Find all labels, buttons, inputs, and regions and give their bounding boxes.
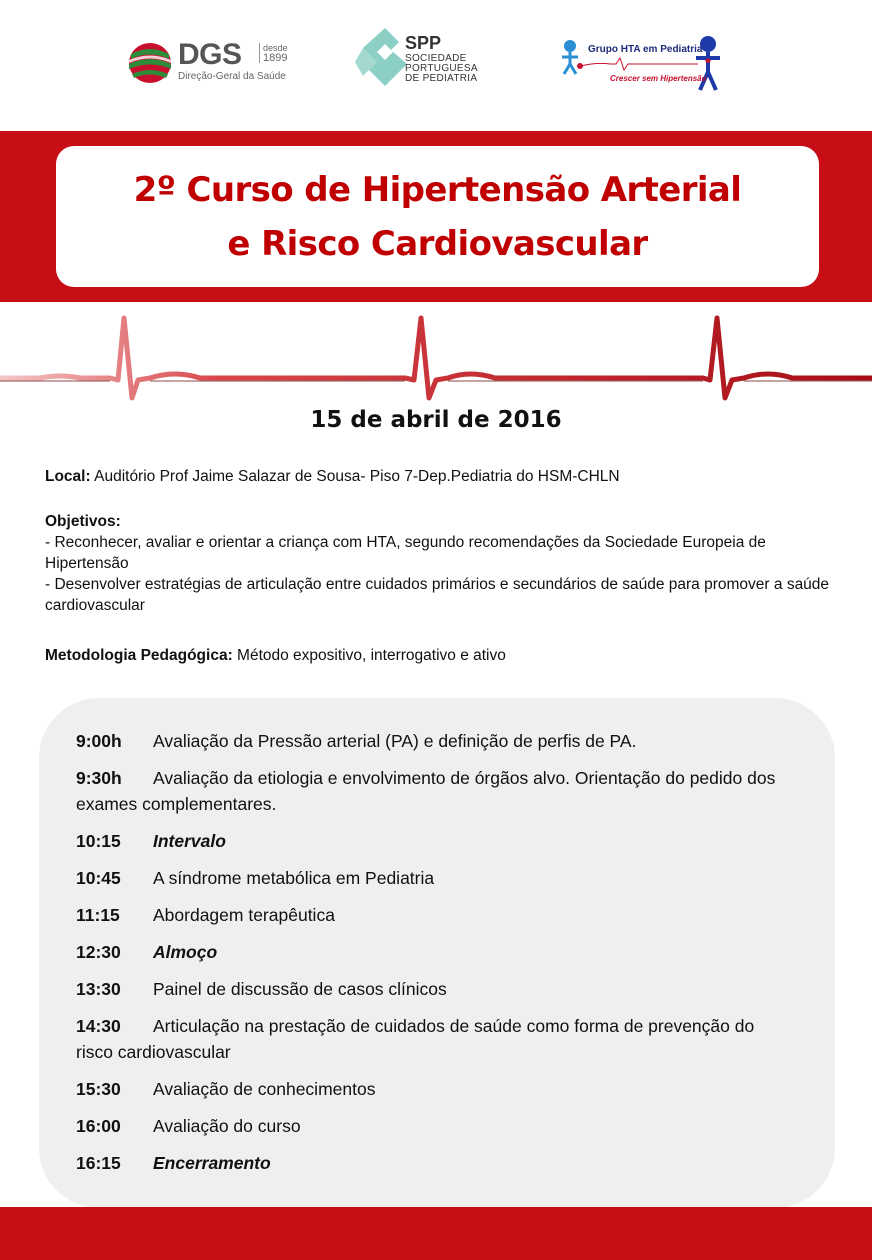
- location-label: Local:: [45, 468, 91, 485]
- schedule-item: [76, 976, 796, 1002]
- schedule-text: Painel de discussão de casos clínicos: [153, 979, 447, 999]
- schedule-panel: [39, 698, 835, 1208]
- schedule-time: 9:30h: [76, 768, 122, 788]
- spp-subtitle-line3: DE PEDIATRIA: [405, 73, 478, 84]
- schedule-item: [76, 1076, 796, 1102]
- spp-wordmark: SPP: [405, 33, 442, 53]
- footer-band: [0, 1207, 872, 1260]
- schedule-text: Encerramento: [153, 1153, 271, 1173]
- schedule-time: 12:30: [76, 942, 121, 962]
- course-title-line1: 2º Curso de Hipertensão Arterial: [133, 169, 742, 210]
- location-text: Auditório Prof Jaime Salazar de Sousa- Piso 7-Dep.Pediatria do HSM-CHLN: [94, 468, 620, 485]
- schedule-time: 10:45: [76, 868, 121, 888]
- schedule-text: Avaliação da etiologia e envolvimento de órgãos alvo. Orientação do pedido dos exames complementares.: [76, 768, 776, 814]
- ecg-heartbeat-graphic: [0, 308, 872, 408]
- schedule-text: Avaliação da Pressão arterial (PA) e definição de perfis de PA.: [153, 731, 637, 751]
- schedule-text: Abordagem terapêutica: [153, 905, 335, 925]
- methodology-section: [45, 645, 835, 666]
- schedule-item: [76, 902, 796, 928]
- schedule-text: Intervalo: [153, 831, 226, 851]
- schedule-text: A síndrome metabólica em Pediatria: [153, 868, 435, 888]
- hta-figures-icon: [558, 34, 728, 94]
- dgs-emblem-icon: [128, 42, 172, 84]
- course-title-line2: e Risco Cardiovascular: [227, 223, 648, 264]
- objective-item: - Reconhecer, avaliar e orientar a criança com HTA, segundo recomendações da Sociedade Europeia de Hipertensão: [45, 534, 766, 572]
- title-box: [56, 146, 819, 287]
- dgs-since-text: desde: [263, 43, 288, 53]
- schedule-time: 10:15: [76, 831, 121, 851]
- schedule-item: [76, 939, 796, 965]
- schedule-text: Avaliação do curso: [153, 1116, 301, 1136]
- logo-bar: [0, 0, 872, 110]
- dgs-since-label: [259, 43, 288, 63]
- methodology-text: Método expositivo, interrogativo e ativo: [237, 647, 506, 664]
- schedule-item: [76, 1150, 796, 1176]
- schedule-item: [76, 728, 796, 754]
- schedule-time: 14:30: [76, 1016, 121, 1036]
- schedule-item: [76, 865, 796, 891]
- dgs-logo: [128, 40, 298, 88]
- spp-subtitle-line2: PORTUGUESA: [405, 63, 478, 74]
- schedule-text: Avaliação de conhecimentos: [153, 1079, 376, 1099]
- schedule-time: 9:00h: [76, 731, 122, 751]
- schedule-time: 11:15: [76, 905, 120, 925]
- title-banner: [0, 131, 872, 302]
- dgs-subtitle: Direção-Geral da Saúde: [178, 71, 286, 82]
- schedule-item: [76, 1113, 796, 1139]
- hta-group-slogan: Crescer sem Hipertensão: [610, 74, 707, 83]
- methodology-label: Metodologia Pedagógica:: [45, 647, 233, 664]
- hta-group-logo: [558, 34, 728, 94]
- spp-logo: [355, 26, 505, 98]
- objectives-section: [45, 511, 835, 616]
- hta-group-title: Grupo HTA em Pediatria: [588, 44, 703, 55]
- schedule-text: Articulação na prestação de cuidados de saúde como forma de prevenção do risco cardiovascular: [76, 1016, 755, 1062]
- schedule-time: 16:15: [76, 1153, 121, 1173]
- location-section: [45, 466, 835, 487]
- event-date: 15 de abril de 2016: [310, 407, 562, 433]
- objectives-label: Objetivos:: [45, 513, 121, 530]
- schedule-list: [76, 728, 796, 1187]
- objective-item: - Desenvolver estratégias de articulação entre cuidados primários e secundários de saúde para promover a saúde cardiovascular: [45, 576, 830, 614]
- dgs-since-year: 1899: [263, 52, 288, 64]
- schedule-time: 15:30: [76, 1079, 121, 1099]
- schedule-time: 13:30: [76, 979, 121, 999]
- spp-subtitle-line1: SOCIEDADE: [405, 53, 467, 64]
- spp-subtitle: [405, 54, 478, 84]
- schedule-time: 16:00: [76, 1116, 121, 1136]
- schedule-item: [76, 828, 796, 854]
- schedule-item: [76, 765, 796, 817]
- dgs-wordmark: DGS: [178, 38, 242, 71]
- schedule-item: [76, 1013, 796, 1065]
- schedule-text: Almoço: [153, 942, 218, 962]
